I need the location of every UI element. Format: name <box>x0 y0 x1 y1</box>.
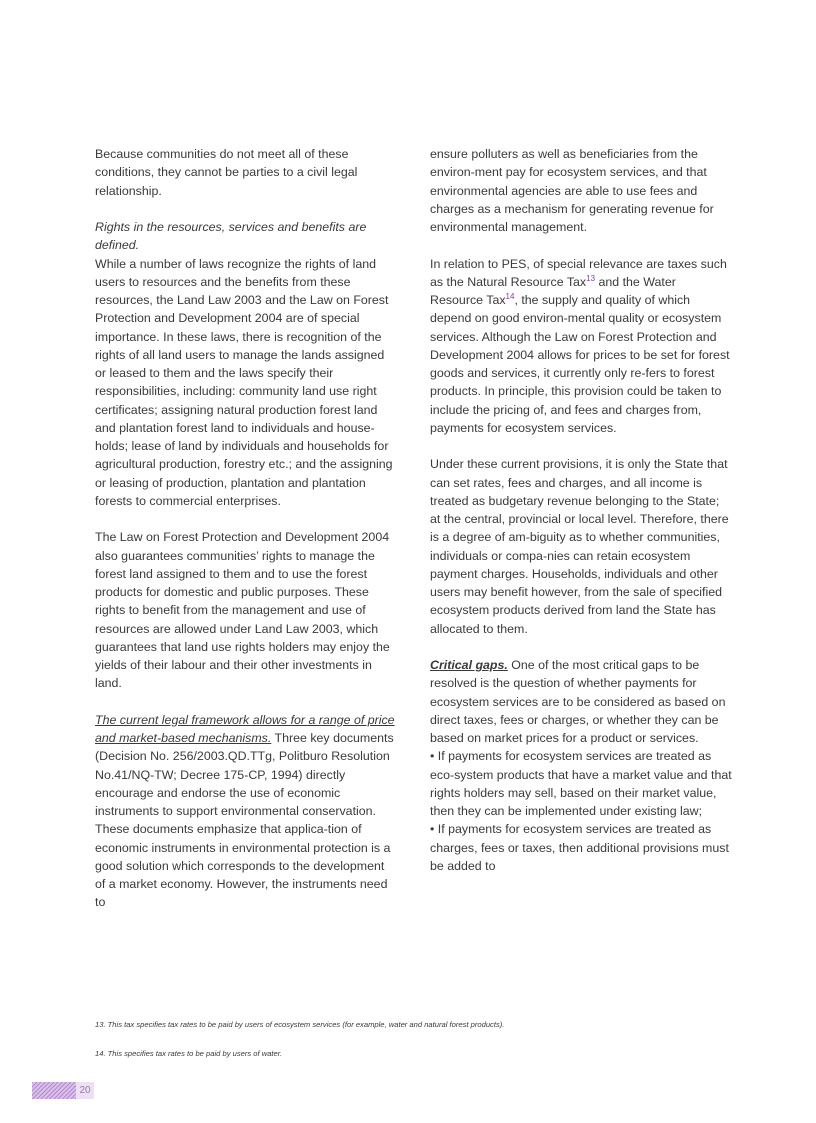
footnote-13: 13. This tax specifies tax rates to be paid by users of ecosystem services (for example, water and natural forest products). <box>95 1020 505 1029</box>
page-number-bar <box>32 1082 76 1099</box>
pes-text-b: and the Water Resource Tax <box>430 274 676 307</box>
left-column <box>95 145 397 912</box>
paragraph-state-provisions: Under these current provisions, it is only the State that can set rates, fees and charges, and all income is treated as budgetary revenue belonging to the State; at the central, provincial or local level. Therefore, there is a degree of am-biguity as to whether communities, individuals or compa-nies can retain ecosystem payment charges. Households, individuals and other users may benefit however, from the sale of specified ecosystem products derived from land the State has allocated to them. <box>430 457 729 636</box>
framework-body: Three key documents (Decision No. 256/2003.QD.TTg, Politburo Resolution No.41/NQ-TW; Decree 175-CP, 1994) directly encourage and endorse the use of economic instruments to support environmental conservation. These documents emphasize that applica-tion of economic instruments in environmental protection is a good solution which corresponds to the development of a market economy. However, the instruments need to <box>95 731 394 910</box>
paragraph-pes-taxes <box>430 255 732 438</box>
rights-lead: Rights in the resources, services and benefits are defined. <box>95 220 367 253</box>
footnote-14: 14. This specifies tax rates to be paid by users of water. <box>95 1049 283 1058</box>
bullet-ecosystem-products: • If payments for ecosystem services are treated as eco-system products that have a market value and that rights holders may sell, based on their market value, then they can be implemented under existing law; <box>430 749 732 818</box>
critical-gaps-lead: Critical gaps. <box>430 658 508 672</box>
paragraph-rights <box>95 218 397 510</box>
footnote-ref-13[interactable]: 13 <box>586 273 596 283</box>
bullet-charges-fees: • If payments for ecosystem services are treated as charges, fees or taxes, then additional provisions must be added to <box>430 822 729 873</box>
paragraph-critical-gaps <box>430 656 732 747</box>
paragraph-polluters: ensure polluters as well as beneficiaries from the environ-ment pay for ecosystem services, and that environmental agencies are able to use fees and charges as a mechanism for generating revenue for environmental management. <box>430 147 714 234</box>
critical-gaps-body: One of the most critical gaps to be resolved is the question of whether payments for ecosystem services are to be considered as based on direct taxes, fees or charges, or whether they can be based on market prices for a product or services. <box>430 658 726 745</box>
rights-body: While a number of laws recognize the rights of land users to resources and the benefits from these resources, the Land Law 2003 and the Law on Forest Protection and Development 2004 are of special importance. In these laws, there is recognition of the rights of all land users to manage the lands assigned or leased to them and the laws specify their responsibilities, including: community land use right certificates; assigning natural production forest land and plantation forest land to individuals and house-holds; lease of land by individuals and households for agricultural production, forestry etc.; and the assigning or leasing of production, plantation and plantation forests to commercial enterprises. <box>95 256 393 508</box>
framework-lead: The current legal framework allows for a range of price and market-based mechanisms. <box>95 712 395 745</box>
paragraph-forest-law: The Law on Forest Protection and Development 2004 also guarantees communities’ rights to manage the forest land assigned to them and to use the forest products for domestic and public purposes. These rights to benefit from the management and use of resources are allowed under Land Law 2003, which guarantees that land use rights holders may enjoy the yields of their labour and their other investments in land. <box>95 530 390 691</box>
right-column <box>430 145 732 875</box>
footnotes <box>95 1020 775 1078</box>
footnote-ref-14[interactable]: 14 <box>505 291 515 301</box>
pes-text-c: , the supply and quality of which depend on good environ-mental quality or ecosystem services. Although the Law on Forest Protection and Development 2004 allows for prices to be set for forest goods and services, it currently only re-fers to forest products. In principle, this provision could be taken to include the pricing of, and fees and charges from, payments for ecosystem services. <box>430 293 730 435</box>
paragraph-civil-legal: Because communities do not meet all of these conditions, they cannot be parties to a civil legal relationship. <box>95 147 358 198</box>
paragraph-legal-framework <box>95 711 397 912</box>
pes-text-a: In relation to PES, of special relevance are taxes such as the Natural Resource Tax <box>430 256 727 289</box>
page-number: 20 <box>76 1082 94 1099</box>
